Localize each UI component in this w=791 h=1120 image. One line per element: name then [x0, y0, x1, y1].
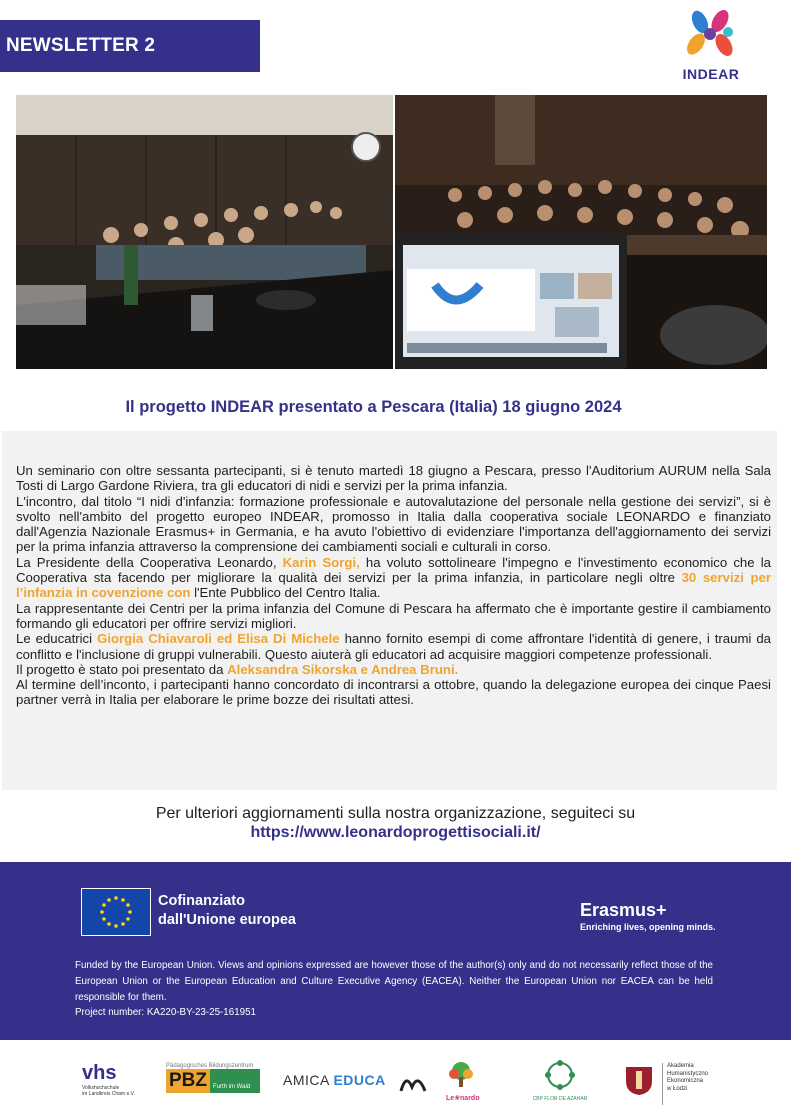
paragraph-representative: La rappresentante dei Centri per la prima infanzia del Comune di Pescara ha affermato che è importante gestire il cambiamento formando gli educatori per offrire servizi migliori. — [16, 600, 771, 631]
highlight-30-servizi: 30 servizi per l’infanzia in covenzione con — [16, 570, 771, 601]
flor-de-azahar-logo — [528, 1055, 592, 1105]
vhs-logo-text: vhs — [82, 1062, 117, 1084]
leonardo-text: Le❀nardo — [446, 1095, 480, 1102]
paragraph-conclusion: Al termine dell’inconto, i partecipanti hanno concordato di incontrarsi a ottobre, quando la delegazione europea dei cinque Paesi partner verrà in Italia per elaborare le prime bozze dei risultati attesi. — [16, 677, 771, 708]
highlight-educators-names: Giorgia Chiavaroli ed Elisa Di Michele — [97, 631, 340, 647]
eu-cofunded-label — [158, 892, 296, 930]
vhs-logo — [82, 1055, 152, 1105]
paragraph-president — [16, 555, 771, 601]
seminar-photo-right — [395, 95, 767, 369]
flor-icon — [540, 1059, 580, 1091]
paragraph-meeting: L'incontro, dal titolo “I nidi d'infanzia: formazione professionale e autovalutazione del personale nella gestione dei servizi”, si è svolto nell'ambito del progetto europeo INDEAR, promosso in Italia dalla cooperativa sociale LEONARDO e finanziato dall'Agenzia Nazionale Erasmus+ in Germania, e ha avuto l'obiettivo di evidenziare l'importanza dell'aggiornamento dei servizi per la prima infanzia attraverso la comprensione dei cambiamenti sociali e culturali in corso. — [16, 493, 771, 555]
akademia-4: w Łodzi — [667, 1085, 688, 1092]
indear-logo — [674, 8, 748, 86]
paragraph-president-b: ha voluto sottolineare l'impegno e l'investimento economico che la Cooperativa sta facendo per migliorare la qualità dei servizi per la prima infanzia, in particolare negli oltre — [16, 554, 771, 586]
flor-text: CBP FLOR DE AZAHAR — [532, 1096, 588, 1102]
project-number: Project number: KA220-BY-23-25-161951 — [75, 1007, 256, 1019]
paragraph-presented-a: Il progetto è stato poi presentato da — [16, 661, 228, 677]
educa-text: EDUCA — [333, 1072, 386, 1088]
newsletter-badge: NEWSLETTER 2 — [0, 20, 260, 72]
akademia-1: Akademia — [667, 1063, 694, 1069]
eu-flag-icon — [81, 888, 151, 936]
sfs-icon — [398, 1055, 428, 1105]
paragraph-intro: Un seminario con oltre sessanta partecipanti, si è tenuto martedì 18 giugno a Pescara, presso l'Auditorium AURUM nella Sala Tosti di Largo Gardone Riviera, tra gli educatori di nidi e servizi per la prima infanzia. — [16, 463, 771, 494]
disclaimer-text: Funded by the European Union. Views and opinions expressed are however those of the author(s) only and do not necessarily reflect those of the European Union or the European Education and Culture Executive Agency (EACEA). Neither the European Union nor EACEA can be held responsible for them. — [75, 960, 713, 1003]
highlight-presenters: Aleksandra Sikorska e Andrea Bruni. — [227, 661, 459, 677]
partner-logos — [0, 1055, 791, 1107]
paragraph-president-a: La Presidente della Cooperativa Leonardo, — [16, 554, 283, 570]
paragraph-educators — [16, 631, 771, 662]
amica-educa-logo — [283, 1055, 393, 1105]
paragraph-president-c: l'Ente Pubblico del Centro Italia. — [190, 585, 381, 601]
eu-disclaimer — [75, 958, 713, 1021]
follow-text: Per ulteriori aggiornamenti sulla nostra organizzazione, seguiteci su — [155, 805, 636, 822]
pbz-sub: Furth im Wald — [210, 1069, 260, 1093]
vhs-sub-2: im Landkreis Cham e.V. — [82, 1091, 135, 1097]
akademia-2: Humanistyczno — [667, 1070, 709, 1077]
highlight-karin-sorgi: Karin Sorgi, — [282, 554, 360, 570]
paragraph-presented — [16, 662, 771, 677]
footer — [0, 862, 791, 1040]
akademia-crest-icon — [622, 1063, 656, 1097]
vhs-sub-1: Volkshochschule — [82, 1085, 120, 1091]
pbz-text: PBZ — [166, 1069, 210, 1093]
article-body — [2, 431, 777, 790]
erasmus-tagline: Enriching lives, opening minds. — [580, 922, 716, 932]
seminar-photo-left — [16, 95, 393, 369]
amica-text: AMICA — [283, 1072, 330, 1088]
leonardo-tree-icon — [446, 1061, 476, 1089]
website-link[interactable]: https://www.leonardoprogettisociali.it/ — [250, 824, 541, 841]
eu-line-1: Cofinanziato — [158, 893, 245, 909]
indear-logo-icon — [682, 8, 740, 62]
akademia-3: Ekonomiczna — [667, 1078, 704, 1084]
paragraph-educators-b: hanno fornito esempi di come affrontare l'identità di genere, i traumi da conflitto e l'inclusione di gruppi vulnerabili. Questo aiuterà gli educatori ad acquisire maggiori competenze professionali. — [16, 631, 772, 662]
akademia-logo — [622, 1055, 716, 1105]
logo-text: INDEAR — [682, 66, 740, 82]
paragraph-educators-a: Le educatrici — [16, 631, 98, 647]
eu-line-2: dall'Unione europea — [158, 912, 296, 928]
erasmus-logo: Erasmus+ — [580, 900, 667, 920]
pbz-top: Pädagogisches Bildungszentrum — [166, 1063, 254, 1069]
pbz-logo — [166, 1055, 270, 1105]
article-headline: Il progetto INDEAR presentato a Pescara (Italia) 18 giugno 2024 — [125, 398, 622, 416]
leonardo-logo — [446, 1055, 502, 1105]
